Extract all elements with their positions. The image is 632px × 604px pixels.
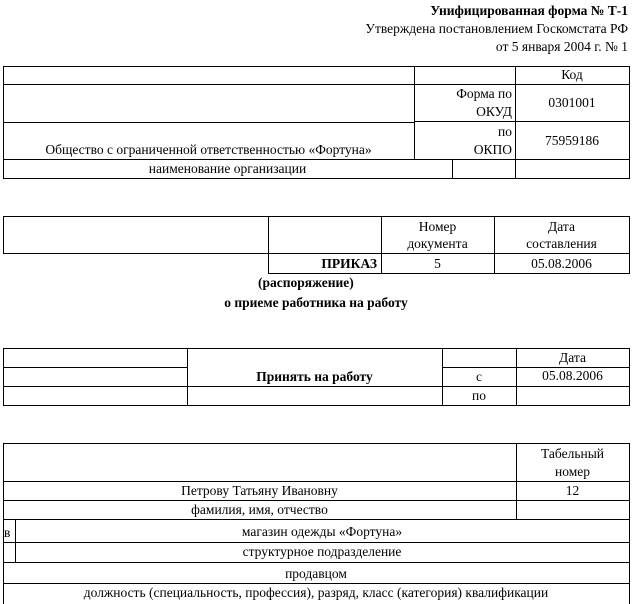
hire-action: Принять на работу	[256, 369, 373, 384]
from-date: 05.08.2006	[542, 368, 603, 383]
okpo-label-1: по	[498, 124, 512, 139]
doc-date-label-2: составления	[526, 236, 597, 251]
hire-date-label: Дата	[559, 350, 586, 365]
doc-number-label-1: Номер	[418, 219, 457, 234]
doc-number-value: 5	[434, 256, 441, 271]
approved-date: от 5 января 2004 г. № 1	[495, 39, 628, 54]
okpo-label-2: ОКПО	[473, 142, 512, 157]
from-label: с	[476, 369, 482, 384]
in-label: в	[4, 525, 11, 540]
position-caption: должность (специальность, профессия), разряд, класс (категория) квалификации	[83, 585, 549, 600]
okpo-value: 75959186	[545, 133, 599, 148]
order-subject: о приеме работника на работу	[224, 295, 408, 310]
organization-name-caption: наименование организации	[148, 161, 307, 176]
okud-label-1: Форма по	[456, 86, 512, 101]
doc-number-label-2: документа	[407, 236, 468, 251]
okud-value: 0301001	[548, 95, 596, 110]
doc-date-label-1: Дата	[548, 219, 575, 234]
organization-name: Общество с ограниченной ответственностью «Фортуна»	[45, 142, 372, 157]
doc-date-value: 05.08.2006	[531, 256, 592, 271]
position: продавцом	[285, 566, 347, 581]
tab-number-label-1: Табельный	[541, 446, 604, 461]
employee-name-caption: фамилия, имя, отчество	[191, 502, 328, 517]
approved-text: Утверждена постановлением Госкомстата РФ	[365, 21, 628, 36]
code-label: Код	[561, 67, 583, 82]
department-caption: структурное подразделение	[242, 544, 402, 559]
form-title: Унифицированная форма № Т-1	[430, 3, 628, 18]
okud-label-2: ОКУД	[476, 104, 512, 119]
department: магазин одежды «Фортуна»	[241, 524, 403, 539]
to-label: по	[472, 388, 486, 403]
order-subtitle: (распоряжение)	[258, 275, 354, 290]
order-title: ПРИКАЗ	[321, 256, 377, 271]
tab-number-value: 12	[565, 483, 580, 498]
employee-name: Петрову Татьяну Ивановну	[181, 483, 338, 498]
tab-number-label-2: номер	[554, 464, 590, 479]
